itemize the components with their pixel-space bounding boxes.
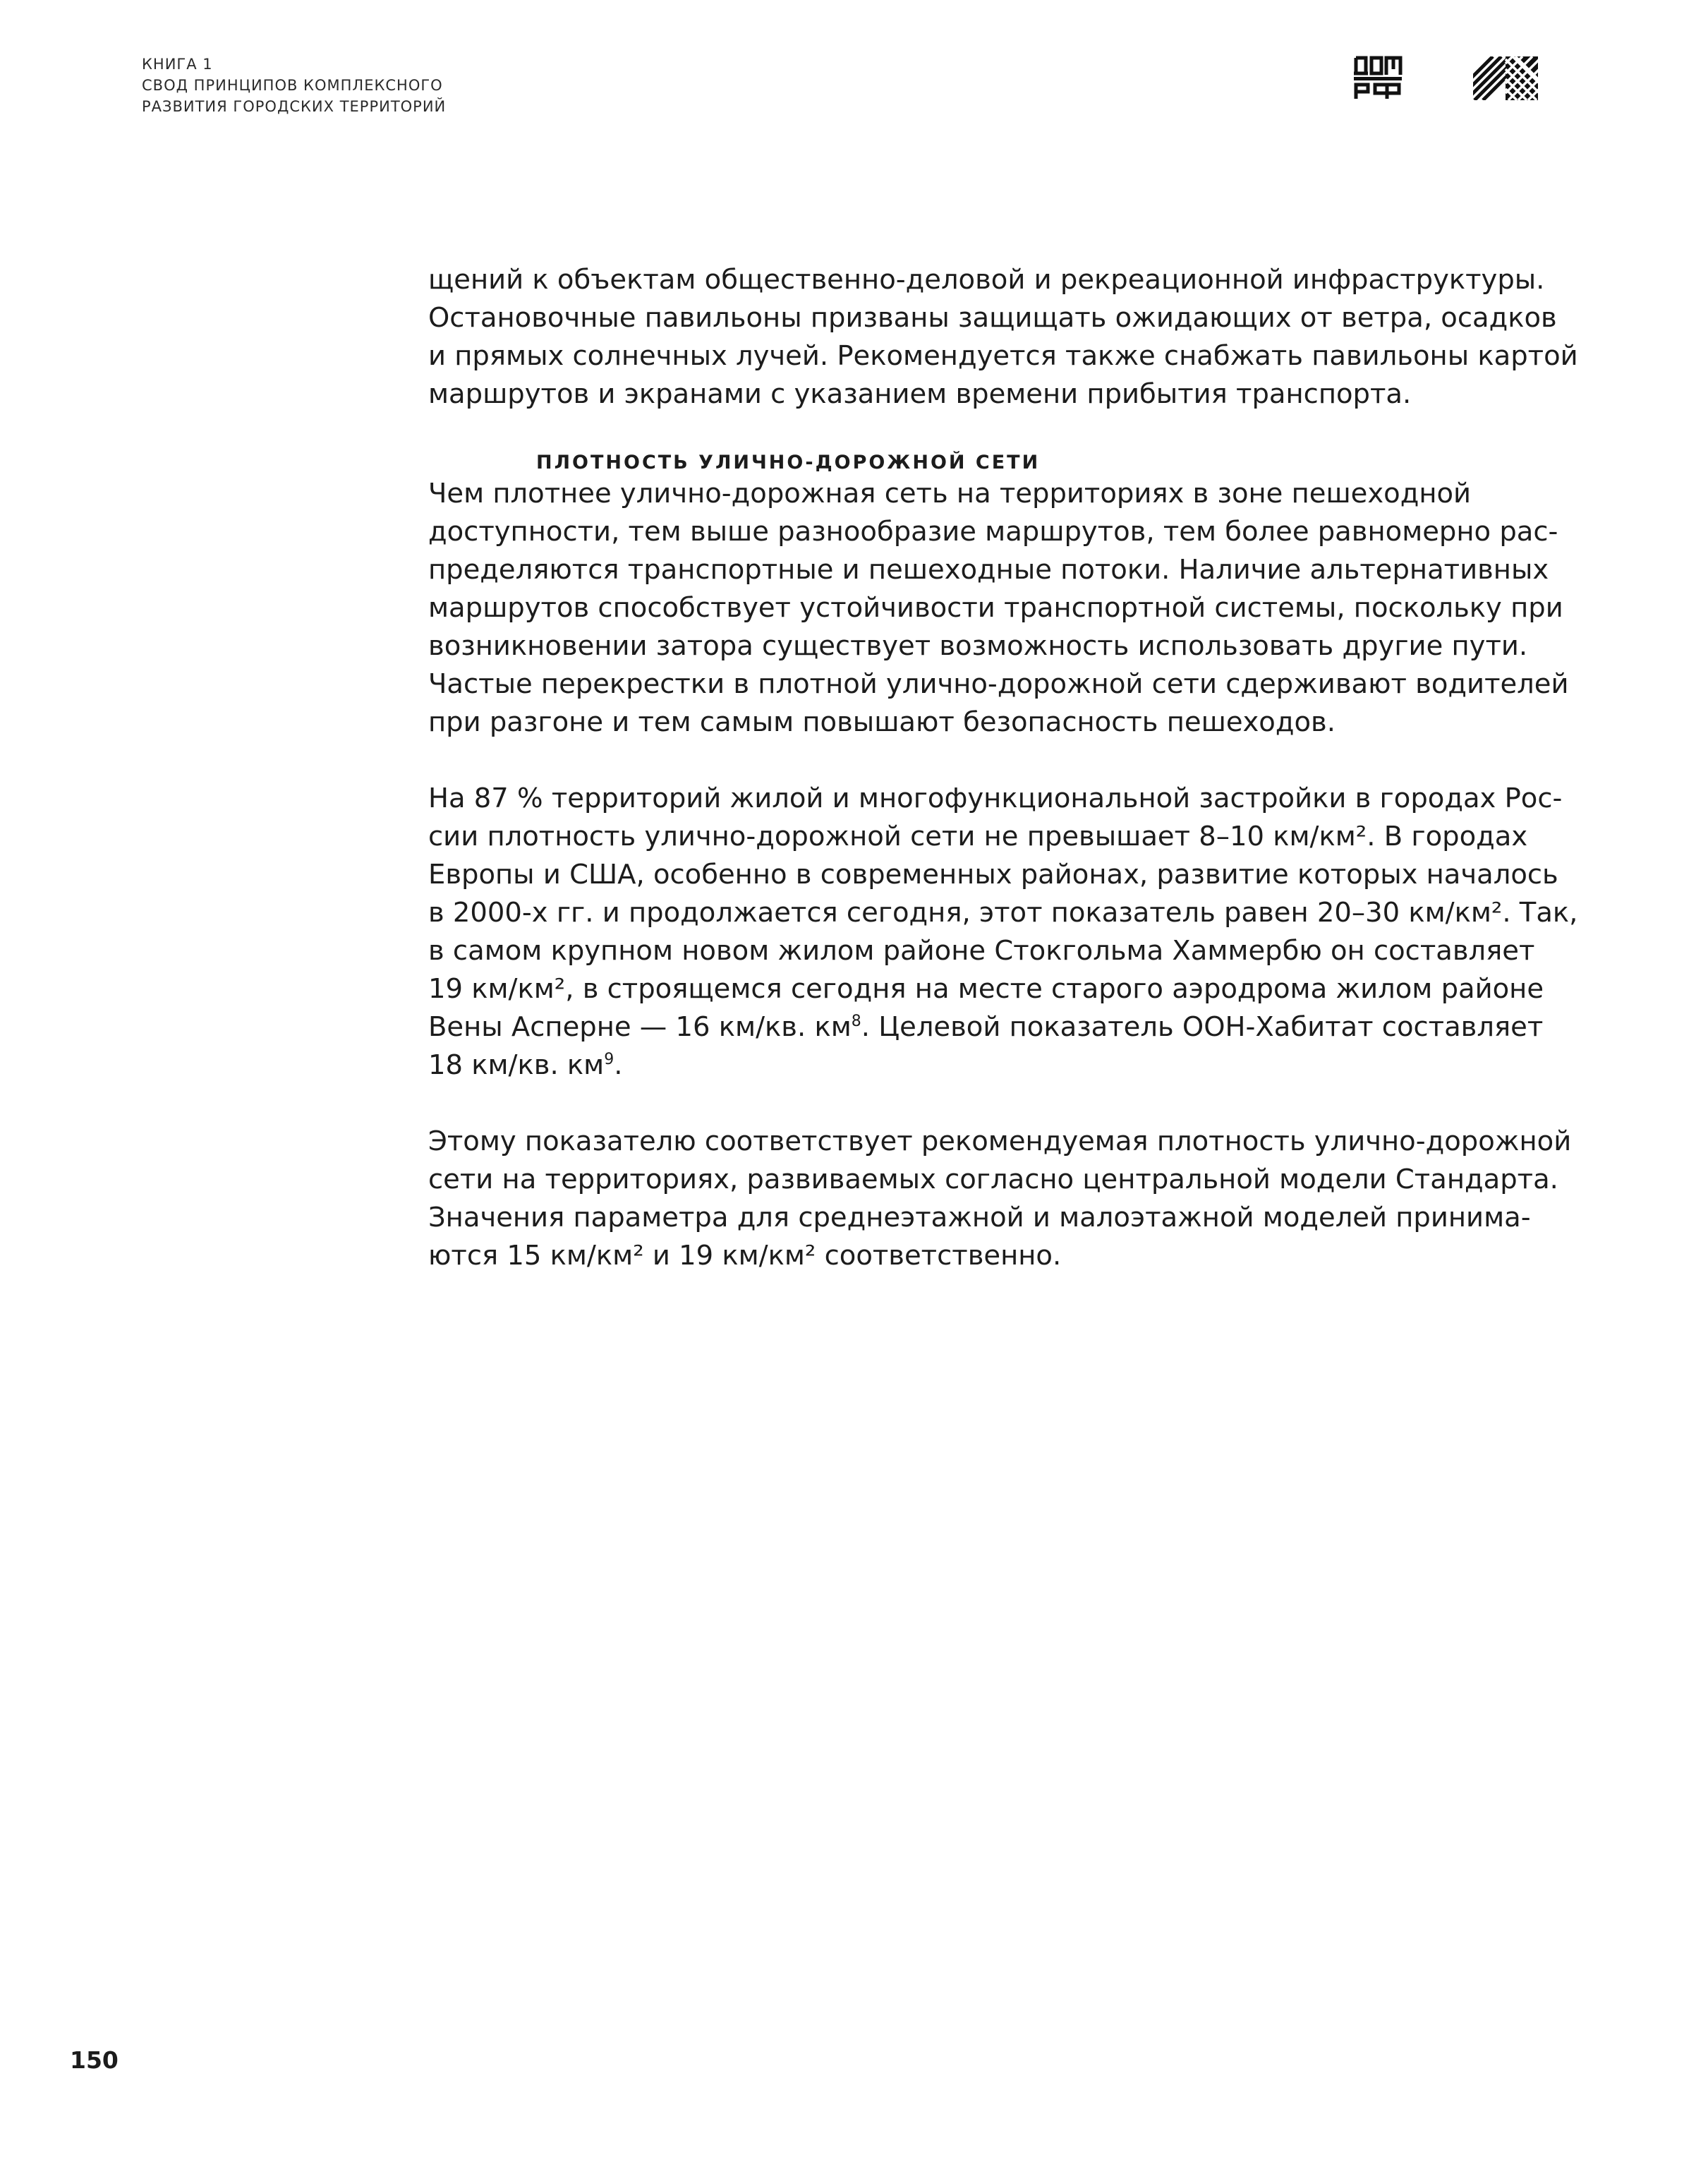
- text-fragment: Вены Асперне — 16 км/кв. км: [428, 1011, 852, 1043]
- text-line: в 2000-х гг. и продолжается сегодня, этот показатель равен 20–30 км/км². Так,: [428, 897, 1578, 929]
- diagonal-pattern-logo-icon: [1473, 56, 1538, 100]
- text-line: возникновении затора существует возможность использовать другие пути.: [428, 630, 1528, 662]
- text-line: в самом крупном новом жилом районе Стокгольма Хаммербю он составляет: [428, 935, 1535, 967]
- text-line: доступности, тем выше разнообразие маршрутов, тем более равномерно рас-: [428, 516, 1558, 548]
- page-number: 150: [70, 2046, 119, 2074]
- text-line: при разгоне и тем самым повышают безопасность пешеходов.: [428, 706, 1335, 738]
- paragraph-pavilions: [428, 261, 1578, 414]
- text-line: и прямых солнечных лучей. Рекомендуется также снабжать павильоны картой: [428, 340, 1578, 372]
- text-line: Значения параметра для среднеэтажной и малоэтажной моделей принима-: [428, 1202, 1531, 1233]
- header-line-title-1: СВОД ПРИНЦИПОВ КОМПЛЕКСНОГО: [142, 77, 443, 94]
- paragraph-standard-model: [428, 1123, 1572, 1275]
- header-line-title-2: РАЗВИТИЯ ГОРОДСКИХ ТЕРРИТОРИЙ: [142, 98, 447, 115]
- header-line-book: КНИГА 1: [142, 56, 213, 73]
- text-line: маршрутов способствует устойчивости транспортной системы, поскольку при: [428, 592, 1563, 624]
- footnote-ref-9[interactable]: 9: [604, 1051, 614, 1068]
- text-line: На 87 % территорий жилой и многофункциональной застройки в городах Рос-: [428, 783, 1563, 814]
- paragraph-network-density: [428, 475, 1569, 742]
- main-content: [428, 261, 1578, 1275]
- text-line: пределяются транспортные и пешеходные потоки. Наличие альтернативных: [428, 554, 1549, 586]
- text-fragment: 18 км/кв. км: [428, 1049, 605, 1081]
- text-line: Этому показателю соответствует рекомендуемая плотность улично-дорожной: [428, 1125, 1572, 1157]
- text-line: сии плотность улично-дорожной сети не превышает 8–10 км/км². В городах: [428, 821, 1528, 852]
- text-line: маршрутов и экранами с указанием времени прибытия транспорта.: [428, 378, 1412, 410]
- text-line: Остановочные павильоны призваны защищать ожидающих от ветра, осадков: [428, 302, 1557, 334]
- text-fragment: .: [614, 1049, 623, 1081]
- text-line: щений к объектам общественно-деловой и рекреационной инфраструктуры.: [428, 264, 1545, 296]
- text-line: ются 15 км/км² и 19 км/км² соответственно.: [428, 1240, 1062, 1272]
- text-line: 19 км/км², в строящемся сегодня на месте старого аэродрома жилом районе: [428, 973, 1544, 1005]
- footnote-ref-8[interactable]: 8: [851, 1013, 861, 1030]
- text-fragment: . Целевой показатель ООН-Хабитат составляет: [861, 1011, 1544, 1043]
- paragraph-statistics: [428, 780, 1578, 1085]
- running-header: [142, 54, 446, 117]
- text-line: Европы и США, особенно в современных районах, развитие которых началось: [428, 859, 1558, 891]
- section-heading: ПЛОТНОСТЬ УЛИЧНО-ДОРОЖНОЙ СЕТИ: [536, 452, 1041, 473]
- dom-rf-logo-icon: [1352, 55, 1403, 100]
- text-line: [428, 1046, 1557, 1085]
- text-line: Частые перекрестки в плотной улично-дорожной сети сдерживают водителей: [428, 668, 1569, 700]
- text-line: [428, 1008, 1557, 1046]
- text-line: Чем плотнее улично-дорожная сеть на территориях в зоне пешеходной: [428, 478, 1472, 509]
- text-line: сети на территориях, развиваемых согласно центральной модели Стандарта.: [428, 1164, 1558, 1195]
